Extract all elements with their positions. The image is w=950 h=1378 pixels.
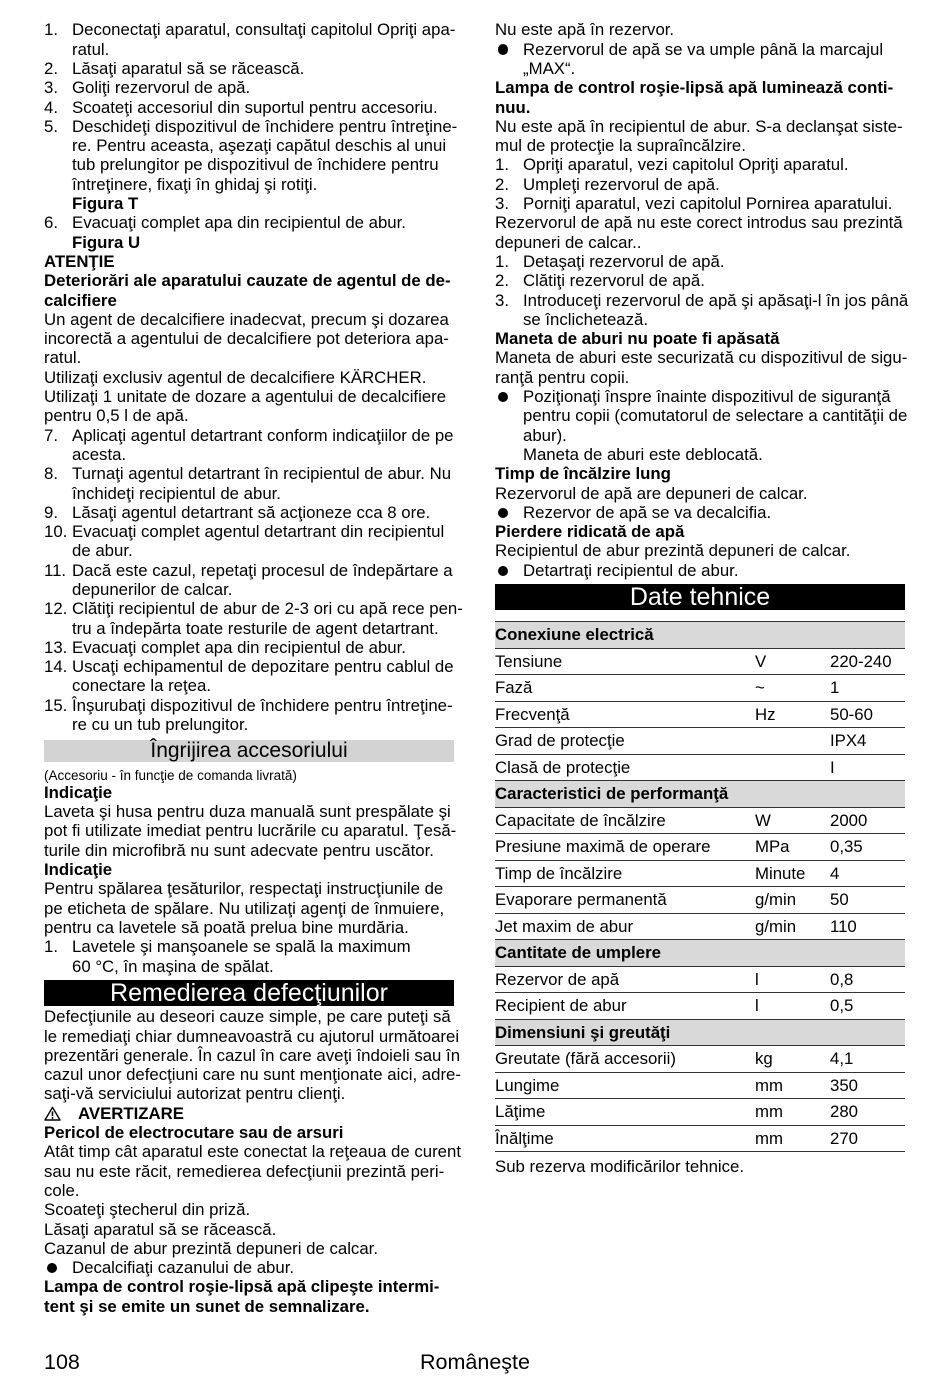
text-line: Pierdere ridicată de apă — [495, 522, 685, 542]
numbered-step — [44, 59, 454, 78]
step-number: 3. — [44, 78, 58, 98]
warning-triangle-icon — [44, 1106, 61, 1121]
numbered-step — [44, 98, 454, 117]
text-line: Decalcifiaţi cazanului de abur. — [72, 1258, 295, 1278]
spec-label: Timp de încălzire — [495, 863, 623, 883]
spec-unit: kg — [755, 1049, 773, 1068]
text-line: Înşurubaţi dispozitivul de închidere pentru întreţine- — [72, 695, 453, 715]
text-line: Un agent de decalcifiere inadecvat, precum şi dozarea — [44, 309, 449, 329]
step-number: 3. — [495, 194, 509, 214]
spec-unit: Hz — [755, 704, 776, 724]
step-number: 12. — [44, 599, 68, 619]
spec-group-title: Dimensiuni şi greutăţi — [495, 1022, 671, 1042]
numbered-step — [44, 20, 454, 59]
bullet-item — [495, 503, 905, 522]
spec-value: 50-60 — [830, 704, 873, 724]
section-banner: Date tehnice — [495, 584, 905, 610]
text-line: ATENŢIE — [44, 251, 115, 271]
spec-row — [495, 808, 905, 835]
text-line: Lăsaţi aparatul să se răcească. — [72, 58, 305, 78]
bullet-icon — [47, 1263, 58, 1274]
text-line: Timp de încălzire lung — [495, 464, 671, 484]
spec-unit: mm — [755, 1128, 783, 1148]
text-line: re. Pentru aceasta, aşezaţi capătul deschis al unui — [72, 136, 447, 156]
spec-row — [495, 887, 905, 914]
paragraph — [44, 1142, 461, 1200]
text-line: Defecţiunile au deseori cauze simple, pe care puteţi să — [44, 1007, 451, 1027]
paragraph — [495, 20, 905, 39]
text-line: Utilizaţi 1 unitate de dozare a agentului de decalcifiere — [44, 387, 447, 407]
subheading — [44, 1277, 454, 1316]
small-note: (Accesoriu - în funcţie de comanda livrată) — [44, 767, 297, 783]
spec-label: Grad de protecţie — [495, 731, 625, 750]
subheading — [495, 78, 905, 117]
text-line: prezentări generale. În cazul în care aveţi îndoieli sau în — [44, 1045, 461, 1065]
text-line: Detartraţi recipientul de abur. — [523, 560, 739, 580]
spec-unit: MPa — [755, 837, 790, 856]
text-line: mul de protecţie la supraîncălzire. — [495, 136, 746, 156]
text-line: depunerilor de calcar. — [72, 580, 233, 599]
spec-value: 2000 — [830, 810, 868, 830]
text-line: turile din microfibră nu sunt adecvate pentru uscător. — [44, 840, 434, 860]
text-line: Deschideţi dispozitivul de închidere pentru întreţine- — [72, 116, 458, 136]
spec-unit: l — [755, 996, 759, 1015]
text-line: se înclichetează. — [523, 309, 648, 329]
step-number: 10. — [44, 522, 68, 542]
step-number: 2. — [44, 58, 58, 78]
left-column — [44, 20, 463, 1316]
text-line: saţi-vă serviciului autorizat pentru clienţi. — [44, 1084, 346, 1104]
spec-label: Recipient de abur — [495, 996, 627, 1015]
paragraph — [44, 368, 454, 387]
text-line: Pericol de electrocutare sau de arsuri — [44, 1123, 344, 1143]
numbered-step — [44, 937, 454, 976]
text-line: ranţă pentru copii. — [495, 367, 630, 387]
footer-language: Româneşte — [420, 1350, 530, 1374]
figure-reference: Figura U — [72, 232, 141, 252]
spec-group-header — [495, 940, 905, 967]
spec-label: Rezervor de apă — [495, 969, 620, 989]
text-line: tub prelungitor pe dispozitivul de închidere pentru — [72, 155, 439, 175]
spec-unit: l — [755, 969, 759, 989]
warning-icon — [44, 1106, 61, 1121]
step-number: 2. — [495, 271, 509, 291]
bullet-item — [495, 40, 905, 79]
text-line: Pentru spălarea ţesăturilor, respectaţi instrucţiunile de — [44, 879, 444, 899]
spec-value: 0,5 — [830, 996, 854, 1015]
step-number: 8. — [44, 464, 58, 484]
paragraph — [44, 1007, 461, 1104]
step-number: 11. — [44, 560, 67, 580]
text-line: pe eticheta de spălare. Nu utilizaţi agenţi de înmuiere, — [44, 898, 445, 918]
spec-row — [495, 1073, 905, 1100]
text-line: Scoateţi ştecherul din priză. — [44, 1200, 251, 1220]
text-line: Nu este apă în rezervor. — [495, 20, 675, 40]
text-line: Clătiţi rezervorul de apă. — [523, 271, 705, 291]
text-line: Lăsaţi agentul detartrant să acţioneze cca 8 ore. — [72, 502, 431, 522]
numbered-step — [44, 213, 454, 232]
text-line: acesta. — [72, 444, 127, 464]
text-line: Evacuaţi complet apa din recipientul de abur. — [72, 637, 406, 657]
spec-row — [495, 1126, 905, 1153]
right-column — [495, 20, 909, 1176]
spec-value: IPX4 — [830, 731, 867, 750]
numbered-step — [44, 657, 454, 696]
spec-unit: mm — [755, 1102, 783, 1121]
spec-value: 110 — [830, 916, 857, 936]
spec-row — [495, 728, 905, 755]
spec-label: Presiune maximă de operare — [495, 837, 711, 856]
spec-unit: g/min — [755, 890, 797, 909]
text-line: Lampa de control roşie-lipsă apă luminează conti- — [495, 78, 894, 98]
step-number: 14. — [44, 657, 68, 677]
text-line: cole. — [44, 1180, 80, 1200]
spec-label: Clasă de protecţie — [495, 757, 631, 777]
step-number: 1. — [495, 155, 509, 175]
text-line: Poziţionaţi înspre înainte dispozitivul de siguranţă — [523, 387, 891, 407]
numbered-step — [44, 522, 454, 561]
subheading — [44, 271, 454, 310]
paragraph — [44, 1200, 454, 1219]
subheading — [44, 1123, 454, 1142]
numbered-step — [495, 194, 905, 213]
spec-label: Capacitate de încălzire — [495, 810, 666, 830]
text-line: Umpleţi rezervorul de apă. — [523, 174, 720, 194]
spec-row — [495, 1046, 905, 1073]
text-line: „MAX“. — [523, 58, 576, 78]
step-number: 1. — [44, 20, 58, 40]
text-line: Evacuaţi complet apa din recipientul de abur. — [72, 213, 406, 233]
spec-row — [495, 675, 905, 702]
spec-row — [495, 834, 905, 861]
bullet-item — [495, 561, 905, 580]
spec-table — [495, 621, 905, 1152]
text-line: re cu un tub prelungitor. — [72, 715, 249, 735]
paragraph — [44, 802, 457, 860]
spec-value: 350 — [830, 1075, 858, 1095]
text-line: Rezervorul de apă se va umple până la marcajul — [523, 39, 884, 59]
text-line: Indicaţie — [44, 860, 113, 880]
text-line: Indicaţie — [44, 782, 113, 802]
text-line: Aplicaţi agentul detartrant conform indicaţiilor de pe — [72, 425, 454, 445]
text-line: Uscaţi echipamentul de depozitare pentru cablul de — [72, 657, 454, 677]
numbered-step — [495, 290, 909, 330]
text-line: Detaşaţi rezervorul de apă. — [523, 251, 725, 271]
numbered-step — [44, 503, 454, 522]
step-number: 4. — [44, 97, 58, 117]
step-number: 2. — [495, 174, 509, 194]
text-line: Rezervorul de apă are depuneri de calcar. — [495, 483, 808, 503]
text-line: de abur. — [72, 541, 133, 561]
text-line: Atât timp cât aparatul este conectat la reţeaua de curent — [44, 1142, 461, 1162]
page-number: 108 — [44, 1350, 80, 1374]
text-line: închideţi recipientul de abur. — [72, 483, 281, 503]
paragraph — [495, 541, 905, 560]
spec-unit: Minute — [755, 863, 806, 883]
text-line: calcifiere — [44, 290, 117, 310]
paragraph — [495, 213, 905, 252]
spec-group-header — [495, 781, 905, 808]
text-line: le remediaţi chiar dumneavoastră cu ajutorul următoarei — [44, 1026, 460, 1046]
numbered-step — [495, 252, 905, 271]
warning-notice — [44, 1104, 454, 1123]
numbered-step — [44, 638, 454, 657]
spec-group-title: Caracteristici de performanţă — [495, 784, 729, 803]
text-line: tru a îndepărta toate resturile de agent detartrant. — [72, 618, 439, 638]
text-line: Porniţi aparatul, vezi capitolul Pornirea aparatului. — [523, 194, 893, 214]
text-line: pot fi utilizate imediat pentru lucrările cu aparatul. Ţesă- — [44, 821, 457, 841]
step-number: 15. — [44, 695, 68, 715]
step-number: 7. — [44, 425, 58, 445]
text-line: incorectă a agentului de decalcifiere pot deteriora apa- — [44, 329, 449, 349]
bullet-item — [44, 1258, 454, 1277]
text-line: Turnaţi agentul detartrant în recipientul de abur. Nu — [72, 464, 452, 484]
spec-row — [495, 755, 905, 782]
text-line: Lampa de control roşie-lipsă apă clipeşte intermi- — [44, 1277, 440, 1297]
paragraph — [44, 310, 454, 368]
figure-reference: Figura T — [72, 194, 139, 214]
paragraph — [44, 387, 454, 426]
spec-label: Frecvenţă — [495, 704, 570, 724]
subheading — [495, 464, 905, 483]
warning-label: AVERTIZARE — [78, 1103, 184, 1123]
text-line: Lavetele şi manşoanele se spală la maximum — [72, 937, 411, 957]
text-line: depuneri de calcar.. — [495, 232, 642, 252]
numbered-step — [495, 175, 905, 194]
text-line: Maneta de aburi nu poate fi apăsată — [495, 329, 780, 349]
spec-value: 270 — [830, 1128, 858, 1148]
text-line: Rezervorul de apă nu este corect introdus sau prezintă — [495, 213, 903, 233]
numbered-step — [495, 271, 905, 290]
bullet-icon — [498, 566, 509, 577]
subheading — [495, 522, 905, 541]
spec-unit — [755, 728, 830, 754]
spec-label: Lungime — [495, 1075, 560, 1095]
spec-group-header — [495, 1020, 905, 1047]
text-line: 60 °C, în maşina de spălat. — [72, 956, 274, 976]
text-line: Maneta de aburi este deblocată. — [523, 444, 763, 464]
spec-value: 4 — [830, 863, 840, 883]
text-line: Cazanul de abur prezintă depuneri de calcar. — [44, 1238, 378, 1258]
text-line: Clătiţi recipientul de abur de 2-3 ori cu apă rece pen- — [72, 599, 463, 619]
spec-unit — [755, 755, 830, 781]
subheading — [44, 783, 454, 802]
subheading — [495, 329, 905, 348]
spec-unit: mm — [755, 1075, 783, 1095]
spec-unit: V — [755, 651, 767, 671]
spec-value: 0,35 — [830, 837, 863, 856]
subheading — [44, 860, 454, 879]
text-line: Scoateţi accesoriul din suportul pentru accesoriu. — [72, 97, 438, 117]
spec-row — [495, 649, 905, 676]
spec-row — [495, 914, 905, 941]
spec-group-title: Conexiune electrică — [495, 625, 654, 644]
step-number: 5. — [44, 116, 58, 136]
spec-row — [495, 967, 905, 994]
text-line: Evacuaţi complet agentul detartrant din recipientul — [72, 522, 445, 542]
step-number: 1. — [44, 937, 58, 957]
spec-row — [495, 861, 905, 888]
paragraph — [495, 117, 905, 156]
text-line: Sub rezerva modificărilor tehnice. — [495, 1157, 745, 1176]
text-line: Opriţi aparatul, vezi capitolul Opriţi aparatul. — [523, 155, 849, 175]
spec-row — [495, 993, 905, 1020]
numbered-step — [44, 116, 458, 194]
text-line: abur). — [523, 425, 567, 445]
paragraph — [495, 1157, 905, 1176]
spec-unit: ~ — [755, 678, 765, 697]
text-line: Maneta de aburi este securizată cu dispozitivul de sigu- — [495, 348, 908, 368]
text-line: Recipientul de abur prezintă depuneri de calcar. — [495, 541, 851, 561]
spec-label: Evaporare permanentă — [495, 890, 667, 909]
text-line: Lăsaţi aparatul să se răcească. — [44, 1219, 277, 1239]
text-line: tent şi se emite un sunet de semnalizare. — [44, 1296, 370, 1316]
paragraph — [495, 348, 908, 387]
text-line: pentru 0,5 l de apă. — [44, 406, 189, 426]
text-line: Rezervor de apă se va decalcifia. — [523, 502, 772, 522]
text-line: Deteriorări ale aparatului cauzate de agentul de de- — [44, 271, 451, 291]
step-number: 3. — [495, 290, 509, 310]
text-line: ratul. — [72, 39, 110, 59]
bullet-icon — [498, 392, 509, 403]
section-header: Îngrijirea accesoriului — [44, 740, 454, 762]
spec-label: Înălţime — [495, 1128, 554, 1148]
paragraph — [44, 1220, 454, 1239]
spec-label: Fază — [495, 678, 533, 697]
bullet-icon — [498, 44, 509, 55]
spec-value: 280 — [830, 1102, 858, 1121]
step-number: 6. — [44, 213, 58, 233]
step-number: 1. — [495, 251, 509, 271]
text-line: pentru ca lavetele să poată prelua bine murdăria. — [44, 917, 409, 937]
text-line: Laveta şi husa pentru duza manuală sunt prespălate şi — [44, 802, 451, 822]
spec-unit: g/min — [755, 916, 797, 936]
spec-value: 0,8 — [830, 969, 854, 989]
spec-row — [495, 702, 905, 729]
paragraph — [44, 1239, 454, 1258]
spec-label: Lăţime — [495, 1102, 546, 1121]
text-line: Introduceţi rezervorul de apă şi apăsaţi-l în jos până — [523, 290, 909, 310]
numbered-step — [44, 599, 463, 638]
numbered-step — [44, 696, 454, 735]
text-line: nuu. — [495, 97, 531, 117]
section-banner: Remedierea defecţiunilor — [44, 980, 454, 1006]
text-line: conectare la reţea. — [72, 676, 211, 696]
numbered-step — [44, 426, 454, 465]
numbered-step — [44, 464, 454, 503]
spec-value: 50 — [830, 890, 849, 909]
numbered-step — [44, 561, 454, 600]
text-line: Deconectaţi aparatul, consultaţi capitolul Opriţi apa- — [72, 20, 456, 40]
text-line: Utilizaţi exclusiv agentul de decalcifiere KÄRCHER. — [44, 367, 427, 387]
text-line: întreţinere, fixaţi în ghidaj şi rotiţi. — [72, 174, 318, 194]
text-line: Goliţi rezervorul de apă. — [72, 78, 251, 98]
text-line: ratul. — [44, 348, 82, 368]
spec-row — [495, 1099, 905, 1126]
spec-label: Jet maxim de abur — [495, 916, 634, 936]
spec-group-title: Cantitate de umplere — [495, 943, 661, 962]
bullet-icon — [498, 508, 509, 519]
spec-value: 220-240 — [830, 651, 892, 671]
spec-label: Greutate (fără accesorii) — [495, 1049, 676, 1068]
text-line: Nu este apă în recipientul de abur. S-a declanşat siste- — [495, 116, 903, 136]
info-note — [495, 445, 905, 464]
text-line: cazul unor defecţiuni care nu sunt menţionate aici, adre- — [44, 1065, 461, 1085]
paragraph — [44, 879, 454, 937]
numbered-step — [495, 155, 905, 174]
spec-group-header — [495, 622, 905, 649]
spec-label: Tensiune — [495, 651, 563, 671]
paragraph — [495, 484, 905, 503]
step-number: 13. — [44, 637, 68, 657]
spec-value: 1 — [830, 678, 840, 697]
step-number: 9. — [44, 502, 58, 522]
numbered-step — [44, 78, 454, 97]
spec-value: 4,1 — [830, 1049, 854, 1068]
text-line: Dacă este cazul, repetaţi procesul de îndepărtare a — [72, 560, 453, 580]
subheading — [44, 252, 454, 271]
spec-unit: W — [755, 810, 771, 830]
bullet-item — [495, 387, 908, 445]
spec-value: I — [830, 757, 835, 777]
text-line: sau nu este răcit, remedierea defecţiunii prezintă peri- — [44, 1161, 445, 1181]
text-line: pentru copii (comutatorul de selectare a cantităţii de — [523, 406, 908, 426]
